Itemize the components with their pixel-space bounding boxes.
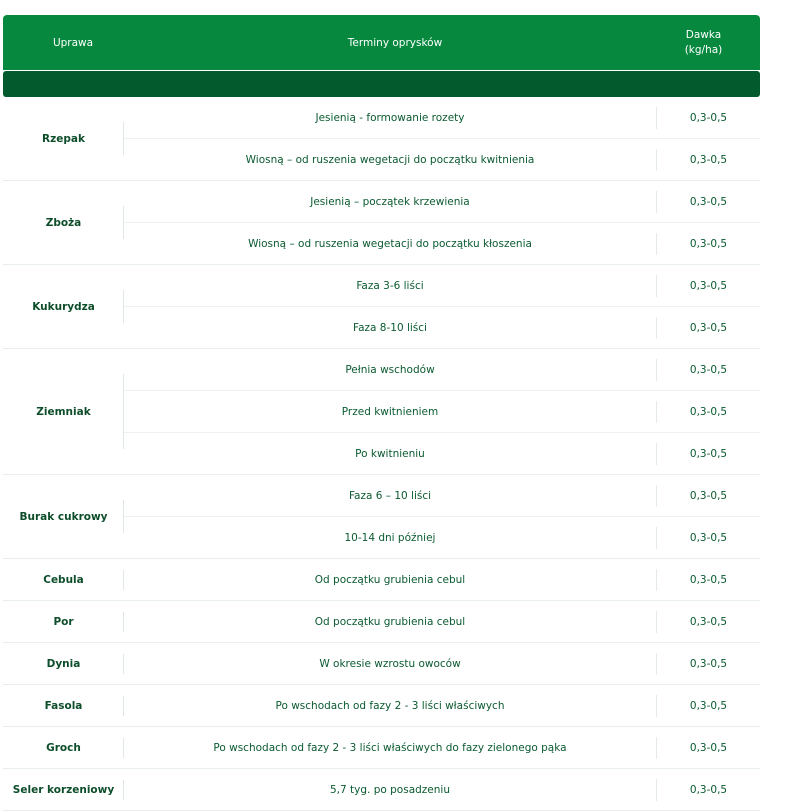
spray-term: Wiosną – od ruszenia wegetacji do początku kłoszenia: [248, 237, 532, 250]
crop-group: [3, 181, 760, 265]
dose-value: 0,3-0,5: [656, 275, 760, 297]
header-subbar: [3, 71, 760, 97]
crop-label: Burak cukrowy: [19, 510, 108, 523]
dose-value: 0,3-0,5: [656, 191, 760, 213]
crop-name: [3, 97, 124, 180]
dose-value: 0,3-0,5: [656, 485, 760, 507]
crop-label: Por: [53, 615, 74, 628]
crop-group: [3, 475, 760, 559]
table-header: [3, 15, 760, 70]
crop-label: Fasola: [44, 699, 83, 712]
crop-name: [3, 475, 124, 558]
crop-group: [3, 601, 760, 643]
spray-term: Przed kwitnieniem: [341, 405, 439, 418]
term-rows: [124, 475, 760, 558]
table-row: [124, 265, 760, 307]
table-row: [124, 139, 760, 180]
header-crop: Uprawa: [52, 36, 94, 49]
crop-name: [3, 559, 124, 600]
dose-value: 0,3-0,5: [656, 695, 760, 717]
table-row: [124, 97, 760, 139]
term-rows: [124, 97, 760, 180]
spray-term: Jesienią – początek krzewienia: [310, 195, 470, 208]
crop-name: [3, 685, 124, 726]
crop-name: [3, 181, 124, 264]
spray-term: Faza 8-10 liści: [353, 321, 427, 334]
crop-name: [3, 265, 124, 348]
spray-term: Jesienią - formowanie rozety: [315, 111, 465, 124]
spray-term: Po wschodach od fazy 2 - 3 liści właściwych: [275, 699, 505, 712]
spray-term: 10-14 dni później: [344, 531, 436, 544]
crop-label: Kukurydza: [32, 300, 95, 313]
dosage-table: [3, 15, 760, 811]
crop-group: [3, 727, 760, 769]
term-rows: [124, 559, 760, 600]
spray-term: Po kwitnieniu: [355, 447, 425, 460]
spray-term: Faza 3-6 liści: [356, 279, 424, 292]
table-row: [124, 307, 760, 348]
table-row: [124, 727, 760, 768]
crop-group: [3, 349, 760, 475]
dose-value: 0,3-0,5: [656, 149, 760, 171]
table-row: [124, 223, 760, 264]
dose-value: 0,3-0,5: [656, 107, 760, 129]
table-row: [124, 391, 760, 433]
term-rows: [124, 685, 760, 726]
table-body: [3, 97, 760, 811]
table-row: [124, 559, 760, 600]
spray-term: Wiosną – od ruszenia wegetacji do początku kwitnienia: [245, 153, 535, 166]
dose-value: 0,3-0,5: [656, 443, 760, 465]
table-row: [124, 517, 760, 558]
crop-group: [3, 559, 760, 601]
dose-value: 0,3-0,5: [656, 569, 760, 591]
dose-value: 0,3-0,5: [656, 737, 760, 759]
crop-group: [3, 97, 760, 181]
dose-value: 0,3-0,5: [656, 317, 760, 339]
dose-value: 0,3-0,5: [656, 233, 760, 255]
crop-name: [3, 349, 124, 474]
crop-label: Seler korzeniowy: [12, 783, 115, 796]
header-dose-line1: Dawka: [685, 28, 722, 41]
crop-label: Dynia: [46, 657, 81, 670]
table-row: [124, 643, 760, 684]
spray-term: 5,7 tyg. po posadzeniu: [330, 783, 450, 796]
header-dose: [647, 28, 760, 58]
table-row: [124, 601, 760, 642]
table-row: [124, 685, 760, 726]
crop-group: [3, 769, 760, 811]
spray-term: Od początku grubienia cebul: [314, 573, 466, 586]
table-row: [124, 349, 760, 391]
crop-group: [3, 643, 760, 685]
crop-group: [3, 265, 760, 349]
spray-term: Faza 6 – 10 liści: [348, 489, 432, 502]
crop-group: [3, 685, 760, 727]
header-terms: Terminy oprysków: [347, 36, 443, 49]
crop-label: Groch: [46, 741, 81, 754]
crop-label: Zboża: [45, 216, 82, 229]
dose-value: 0,3-0,5: [656, 653, 760, 675]
table-row: [124, 433, 760, 474]
dose-value: 0,3-0,5: [656, 611, 760, 633]
crop-name: [3, 643, 124, 684]
crop-label: Cebula: [43, 573, 84, 586]
term-rows: [124, 181, 760, 264]
spray-term: Pełnia wschodów: [345, 363, 435, 376]
crop-label: Ziemniak: [36, 405, 91, 418]
table-row: [124, 181, 760, 223]
term-rows: [124, 727, 760, 768]
dose-value: 0,3-0,5: [656, 779, 760, 801]
table-row: [124, 475, 760, 517]
dose-value: 0,3-0,5: [656, 401, 760, 423]
spray-term: Po wschodach od fazy 2 - 3 liści właściwych do fazy zielonego pąka: [213, 741, 567, 754]
crop-label: Rzepak: [42, 132, 85, 145]
term-rows: [124, 349, 760, 474]
spray-term: W okresie wzrostu owoców: [319, 657, 461, 670]
dose-value: 0,3-0,5: [656, 527, 760, 549]
spray-term: Od początku grubienia cebul: [314, 615, 466, 628]
crop-name: [3, 727, 124, 768]
term-rows: [124, 601, 760, 642]
term-rows: [124, 265, 760, 348]
term-rows: [124, 643, 760, 684]
crop-name: [3, 601, 124, 642]
dose-value: 0,3-0,5: [656, 359, 760, 381]
header-dose-line2: (kg/ha): [684, 43, 723, 56]
